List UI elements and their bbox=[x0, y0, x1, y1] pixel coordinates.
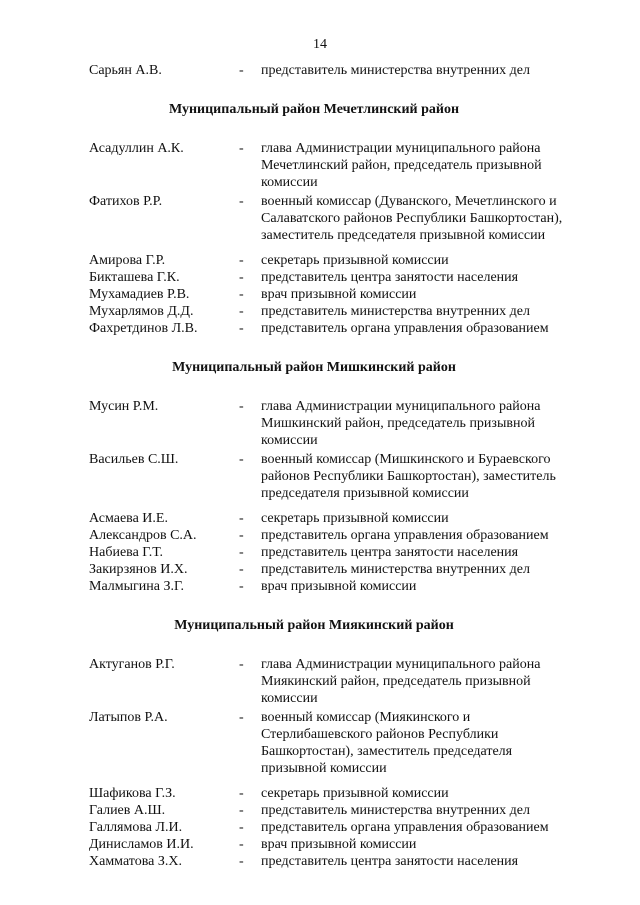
member-row bbox=[89, 853, 589, 870]
member-row bbox=[89, 193, 589, 244]
dash: - bbox=[239, 820, 244, 835]
member-role bbox=[261, 544, 589, 561]
dash: - bbox=[239, 854, 244, 869]
role-line: комиссии bbox=[261, 691, 318, 706]
role-line: глава Администрации муниципального района bbox=[261, 657, 541, 672]
member-role bbox=[261, 303, 589, 320]
dash: - bbox=[239, 287, 244, 302]
member-role bbox=[261, 656, 589, 707]
member-role bbox=[261, 510, 589, 527]
member-row bbox=[89, 140, 589, 191]
page-number: 14 bbox=[313, 37, 327, 52]
role-line: врач призывной комиссии bbox=[261, 837, 417, 852]
member-name: Латыпов Р.А. bbox=[89, 710, 168, 725]
role-line: Миякинский район, председатель призывной bbox=[261, 674, 531, 689]
role-line: представитель министерства внутренних дел bbox=[261, 562, 530, 577]
member-row bbox=[89, 785, 589, 802]
role-line: представитель министерства внутренних дел bbox=[261, 304, 530, 319]
role-line: Салаватского районов Республики Башкортостан), bbox=[261, 211, 563, 226]
member-row bbox=[89, 578, 589, 595]
member-name: Закирзянов И.Х. bbox=[89, 562, 188, 577]
section-heading: Муниципальный район Миякинский район bbox=[174, 618, 454, 633]
member-role bbox=[261, 561, 589, 578]
member-role bbox=[261, 252, 589, 269]
member-role bbox=[261, 286, 589, 303]
role-line: комиссии bbox=[261, 433, 318, 448]
member-name: Амирова Г.Р. bbox=[89, 253, 166, 268]
role-line: секретарь призывной комиссии bbox=[261, 511, 449, 526]
member-row bbox=[89, 561, 589, 578]
dash: - bbox=[239, 710, 244, 725]
member-row bbox=[89, 451, 589, 502]
member-row bbox=[89, 819, 589, 836]
role-line: комиссии bbox=[261, 175, 318, 190]
dash: - bbox=[239, 63, 244, 78]
dash: - bbox=[239, 837, 244, 852]
member-row bbox=[89, 544, 589, 561]
role-line: представитель центра занятости населения bbox=[261, 545, 519, 560]
member-name: Актуганов Р.Г. bbox=[89, 657, 175, 672]
member-role bbox=[261, 709, 589, 777]
member-name: Динисламов И.И. bbox=[89, 837, 194, 852]
member-role bbox=[261, 527, 589, 544]
role-line: представитель министерства внутренних дел bbox=[261, 803, 530, 818]
member-role bbox=[261, 451, 589, 502]
dash: - bbox=[239, 452, 244, 467]
member-role bbox=[261, 140, 589, 191]
role-line: представитель органа управления образованием bbox=[261, 321, 549, 336]
member-role bbox=[261, 320, 589, 337]
dash: - bbox=[239, 399, 244, 414]
commission-list bbox=[89, 62, 589, 870]
member-name: Асмаева И.Е. bbox=[89, 511, 168, 526]
member-row bbox=[89, 62, 589, 79]
section-continuation bbox=[89, 62, 589, 79]
member-name: Шафикова Г.З. bbox=[89, 786, 176, 801]
dash: - bbox=[239, 511, 244, 526]
member-name: Бикташева Г.К. bbox=[89, 270, 180, 285]
role-line: военный комиссар (Мишкинского и Бураевского bbox=[261, 452, 551, 467]
section-heading: Муниципальный район Мечетлинский район bbox=[168, 102, 460, 117]
role-line: представитель органа управления образованием bbox=[261, 820, 549, 835]
dash: - bbox=[239, 270, 244, 285]
member-name: Мусин Р.М. bbox=[89, 399, 159, 414]
role-line: Стерлибашевского районов Республики bbox=[261, 727, 499, 742]
member-row bbox=[89, 286, 589, 303]
member-name: Васильев С.Ш. bbox=[89, 452, 179, 467]
section-mishkinsky bbox=[89, 359, 589, 595]
member-role bbox=[261, 269, 589, 286]
role-line: врач призывной комиссии bbox=[261, 579, 417, 594]
role-line: призывной комиссии bbox=[261, 761, 387, 776]
member-role bbox=[261, 62, 589, 79]
dash: - bbox=[239, 141, 244, 156]
member-name: Набиева Г.Т. bbox=[89, 545, 163, 560]
member-name: Галиев А.Ш. bbox=[89, 803, 166, 818]
member-row bbox=[89, 510, 589, 527]
role-line: глава Администрации муниципального района bbox=[261, 141, 541, 156]
role-line: представитель органа управления образованием bbox=[261, 528, 549, 543]
member-name: Мухамадиев Р.В. bbox=[89, 287, 190, 302]
dash: - bbox=[239, 528, 244, 543]
member-row bbox=[89, 320, 589, 337]
role-line: секретарь призывной комиссии bbox=[261, 253, 449, 268]
dash: - bbox=[239, 562, 244, 577]
member-row bbox=[89, 709, 589, 777]
member-row bbox=[89, 269, 589, 286]
role-line: Мечетлинский район, председатель призывной bbox=[261, 158, 542, 173]
member-name: Александров С.А. bbox=[89, 528, 197, 543]
member-name: Мухарлямов Д.Д. bbox=[89, 304, 194, 319]
member-role bbox=[261, 785, 589, 802]
role-line: глава Администрации муниципального района bbox=[261, 399, 541, 414]
dash: - bbox=[239, 579, 244, 594]
role-line: заместитель председателя призывной комиссии bbox=[261, 228, 546, 243]
member-role bbox=[261, 836, 589, 853]
section-heading: Муниципальный район Мишкинский район bbox=[172, 360, 456, 375]
dash: - bbox=[239, 786, 244, 801]
dash: - bbox=[239, 304, 244, 319]
role-line: врач призывной комиссии bbox=[261, 287, 417, 302]
member-name: Сарьян А.В. bbox=[89, 63, 162, 78]
member-row bbox=[89, 252, 589, 269]
role-line: Башкортостан), заместитель председателя bbox=[261, 744, 513, 759]
role-line: председателя призывной комиссии bbox=[261, 486, 469, 501]
member-row bbox=[89, 836, 589, 853]
member-row bbox=[89, 527, 589, 544]
role-line: секретарь призывной комиссии bbox=[261, 786, 449, 801]
role-line: военный комиссар (Дуванского, Мечетлинского и bbox=[261, 194, 557, 209]
role-line: Мишкинский район, председатель призывной bbox=[261, 416, 535, 431]
role-line: представитель министерства внутренних дел bbox=[261, 63, 530, 78]
member-row bbox=[89, 303, 589, 320]
section-mechetlinsky bbox=[89, 101, 589, 337]
dash: - bbox=[239, 803, 244, 818]
member-row bbox=[89, 802, 589, 819]
member-role bbox=[261, 819, 589, 836]
dash: - bbox=[239, 545, 244, 560]
member-role bbox=[261, 193, 589, 244]
member-name: Фатихов Р.Р. bbox=[89, 194, 163, 209]
member-role bbox=[261, 578, 589, 595]
member-name: Малмыгина З.Г. bbox=[89, 579, 185, 594]
member-name: Асадуллин А.К. bbox=[89, 141, 184, 156]
role-line: районов Республики Башкортостан), заместитель bbox=[261, 469, 556, 484]
member-name: Галлямова Л.И. bbox=[89, 820, 183, 835]
dash: - bbox=[239, 657, 244, 672]
member-role bbox=[261, 853, 589, 870]
dash: - bbox=[239, 194, 244, 209]
section-miyakinsky bbox=[89, 617, 589, 870]
dash: - bbox=[239, 253, 244, 268]
member-row bbox=[89, 656, 589, 707]
member-name: Хамматова З.Х. bbox=[89, 854, 182, 869]
member-name: Фахретдинов Л.В. bbox=[89, 321, 198, 336]
role-line: военный комиссар (Миякинского и bbox=[261, 710, 471, 725]
dash: - bbox=[239, 321, 244, 336]
role-line: представитель центра занятости населения bbox=[261, 270, 519, 285]
member-role bbox=[261, 398, 589, 449]
member-row bbox=[89, 398, 589, 449]
member-role bbox=[261, 802, 589, 819]
role-line: представитель центра занятости населения bbox=[261, 854, 519, 869]
